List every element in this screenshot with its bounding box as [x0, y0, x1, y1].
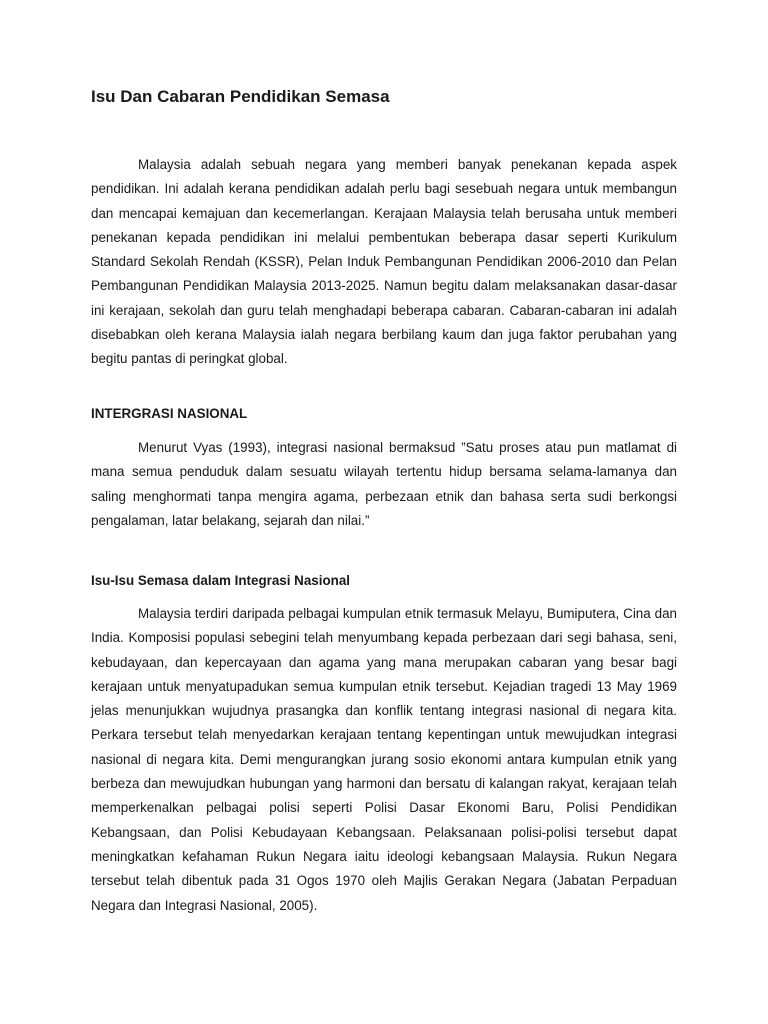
intro-paragraph: Malaysia adalah sebuah negara yang memberi banyak penekanan kepada aspek pendidikan. Ini adalah kerana pendidikan adalah perlu bagi sesebuah negara untuk membangun dan mencapai kemajuan dan kecemerlangan. Kerajaan Malaysia telah berusaha untuk memberi penekanan kepada pendidikan ini melalui pembentukan beberapa dasar seperti Kurikulum Standard Sekolah Rendah (KSSR), Pelan Induk Pembangunan Pendidikan 2006-2010 dan Pelan Pembangunan Pendidikan Malaysia 2013-2025. Namun begitu dalam melaksanakan dasar-dasar ini kerajaan, sekolah dan guru telah menghadapi beberapa cabaran. Cabaran-cabaran ini adalah disebabkan oleh kerana Malaysia ialah negara berbilang kaum dan juga faktor perubahan yang begitu pantas di peringkat global.	[91, 157, 677, 367]
section-heading-integrasi-nasional: INTERGRASI NASIONAL	[91, 406, 248, 421]
document-title: Isu Dan Cabaran Pendidikan Semasa	[91, 87, 390, 106]
section-heading-isu-semasa: Isu-Isu Semasa dalam Integrasi Nasional	[91, 573, 350, 588]
issues-paragraph: Malaysia terdiri daripada pelbagai kumpulan etnik termasuk Melayu, Bumiputera, Cina dan India. Komposisi populasi sebegini telah menyumbang kepada perbezaan dari segi bahasa, seni, kebudayaan, dan kepercayaan dan agama yang mana merupakan cabaran yang besar bagi kerajaan untuk menyatupadukan semua kumpulan etnik tersebut. Kejadian tragedi 13 May 1969 jelas menunjukkan wujudnya prasangka dan konflik tentang integrasi nasional di negara kita. Perkara tersebut telah menyedarkan kerajaan tentang kepentingan untuk mewujudkan integrasi nasional di negara kita. Demi mengurangkan jurang sosio ekonomi antara kumpulan etnik yang berbeza dan mewujudkan hubungan yang harmoni dan bersatu di kalangan rakyat, kerajaan telah memperkenalkan pelbagai polisi seperti Polisi Dasar Ekonomi Baru, Polisi Pendidikan Kebangsaan, dan Polisi Kebudayaan Kebangsaan. Pelaksanaan polisi-polisi tersebut dapat meningkatkan kefahaman Rukun Negara iaitu ideologi kebangsaan Malaysia. Rukun Negara tersebut telah dibentuk pada 31 Ogos 1970 oleh Majlis Gerakan Negara (Jabatan Perpaduan Negara dan Integrasi Nasional, 2005).	[91, 606, 677, 913]
definition-paragraph: Menurut Vyas (1993), integrasi nasional bermaksud ”Satu proses atau pun matlamat di mana semua penduduk dalam sesuatu wilayah tertentu hidup bersama selama-lamanya dan saling menghormati tanpa mengira agama, perbezaan etnik dan bahasa serta sudi berkongsi pengalaman, latar belakang, sejarah dan nilai.”	[91, 440, 677, 528]
